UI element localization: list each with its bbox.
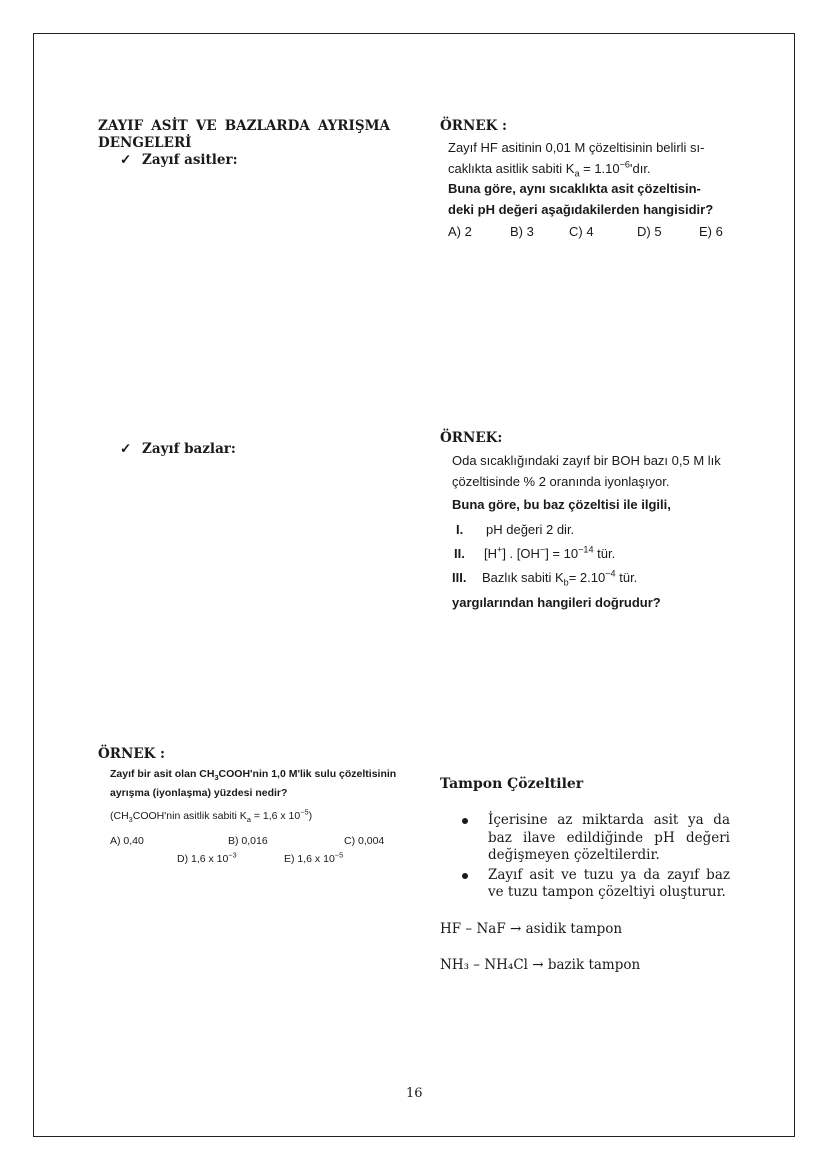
option-c: C) 4 xyxy=(569,224,594,239)
example2-title: ÖRNEK: xyxy=(440,430,503,446)
example1-question1: Buna göre, aynı sıcaklıkta asit çözeltisin- xyxy=(448,181,701,196)
example2-item-3: III. Bazlık sabiti $K_b= 2.10^{-4}$ tür. xyxy=(452,568,638,588)
example1-body xyxy=(448,138,758,220)
bullet-icon xyxy=(462,818,468,824)
example3-line2: ayrışma (iyonlaşma) yüzdesi nedir? xyxy=(110,787,288,799)
reaction-basic: NH₃ – NH₄Cl → bazik tampon xyxy=(440,957,641,973)
option-a: A) 2 xyxy=(448,224,472,239)
weak-acids-label: Zayıf asitler: xyxy=(142,152,238,168)
example3-option-d: D) 1,6 x $10^{-3}$ xyxy=(177,850,237,865)
heading-word: AYRIŞMA xyxy=(317,118,390,134)
section-heading xyxy=(98,118,390,169)
bullet-item: Zayıf asit ve tuzu ya da zayıf baz ve tuzu tampon çözeltiyi oluşturur. xyxy=(462,867,730,902)
example2-line1: Oda sıcaklığındaki zayıf bir BOH bazı 0,5 M lık xyxy=(452,453,721,468)
example3-body xyxy=(110,765,420,826)
check-icon: ✓ xyxy=(120,441,132,457)
example2-question: Buna göre, bu baz çözeltisi ile ilgili, xyxy=(452,497,671,512)
bullet-icon xyxy=(462,873,468,879)
example1-line2: caklıkta asitlik sabiti $K_a$ = $1.10^{-6}'dır$. xyxy=(448,159,651,179)
example1-line1: Zayıf HF asitinin 0,01 M çözeltisinin belirli sı- xyxy=(448,140,705,155)
bullet-item: İçerisine az miktarda asit ya da baz ilave edildiğinde pH değeri değişmeyen çözeltilerdir. xyxy=(462,812,730,865)
example3-option-b: B) 0,016 xyxy=(228,835,268,847)
example1-question2: deki pH değeri aşağıdakilerden hangisidir? xyxy=(448,201,714,217)
weak-acids-item xyxy=(120,152,390,169)
page-number: 16 xyxy=(406,1086,423,1101)
example3-line3: ($CH_3COOH'nin$ asitlik sabiti $K_a = 1,6$ x $10^{-5}$) xyxy=(110,807,313,825)
heading-word: ASİT xyxy=(151,118,188,134)
example1-title: ÖRNEK : xyxy=(440,118,508,134)
example2-item-1: I. pH değeri 2 dir. xyxy=(456,522,575,537)
tampon-bullets xyxy=(462,812,730,904)
weak-bases-item xyxy=(120,441,236,457)
heading-word: BAZLARDA xyxy=(224,118,310,134)
example2-body xyxy=(452,451,772,516)
example3-line1: Zayıf bir asit olan $CH_3COOH'nin$ 1,0 M'lik sulu çözeltisinin xyxy=(110,768,397,783)
option-e: E) 6 xyxy=(699,224,723,239)
example3-option-a: A) 0,40 xyxy=(110,835,144,847)
example2-line2: çözeltisinde % 2 oranında iyonlaşıyor. xyxy=(452,473,670,489)
example3-option-c: C) 0,004 xyxy=(344,835,385,847)
heading-line2: DENGELERİ xyxy=(98,135,192,151)
heading-word: ZAYIF xyxy=(98,118,144,134)
check-icon: ✓ xyxy=(120,152,132,168)
heading-word: VE xyxy=(195,118,217,134)
weak-bases-label: Zayıf bazlar: xyxy=(142,441,236,457)
example3-title: ÖRNEK : xyxy=(98,746,166,762)
tampon-title: Tampon Çözeltiler xyxy=(440,776,584,792)
option-d: D) 5 xyxy=(637,224,662,239)
option-b: B) 3 xyxy=(510,224,534,239)
reaction-acidic: HF – NaF → asidik tampon xyxy=(440,921,623,937)
example2-item-2: II. [H+] . $[OH^-] = 10^{-14}$ tür. xyxy=(454,544,616,561)
example2-closing: yargılarından hangileri doğrudur? xyxy=(452,595,661,610)
example3-option-e: E) 1,6 x $10^{-5}$ xyxy=(284,850,344,865)
